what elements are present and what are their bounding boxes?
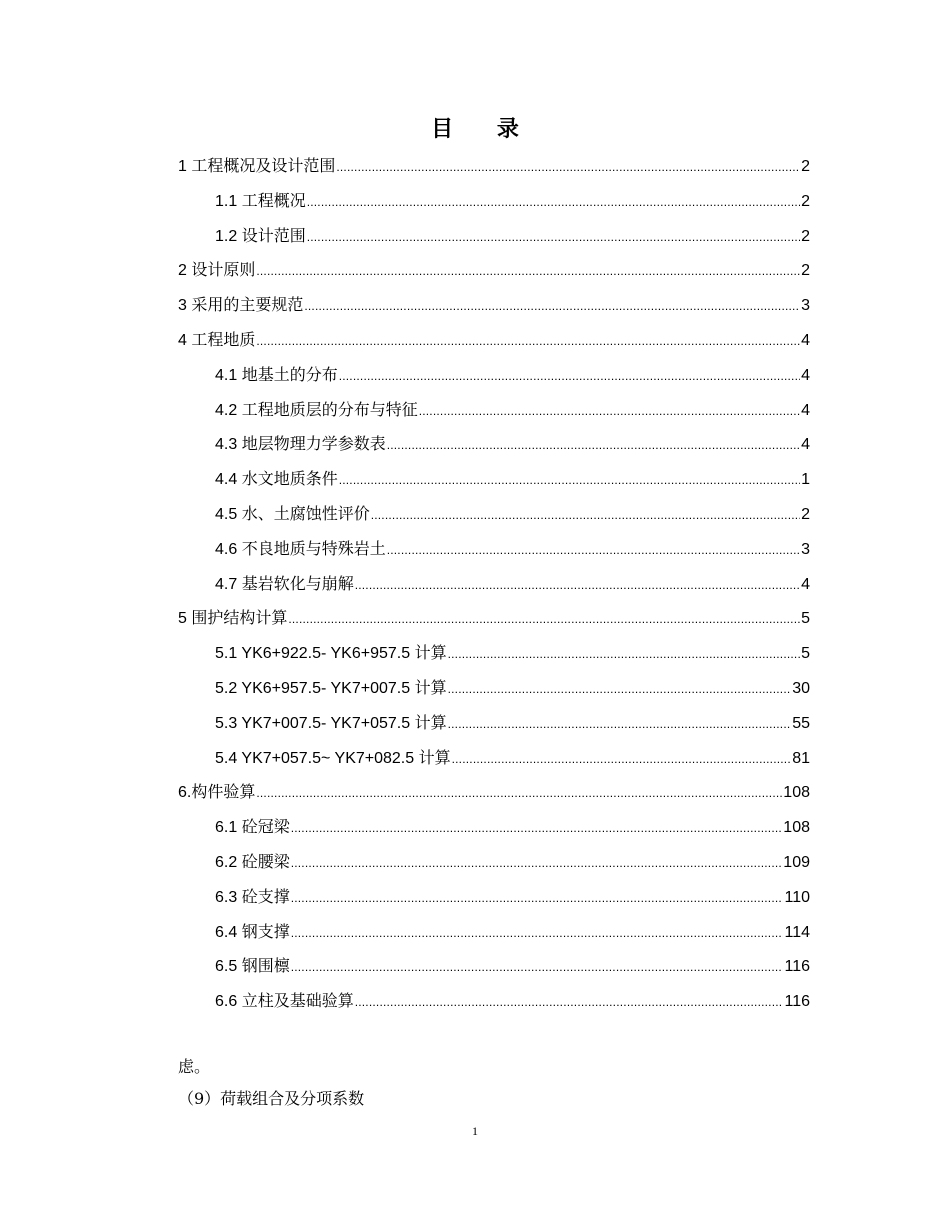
toc-entry-label: 6.6 立柱及基础验算 [215,993,354,1010]
toc-entry[interactable] [215,922,810,944]
toc-entry-label: 1.1 工程概况 [215,193,306,210]
toc-entry-page: 5 [801,610,810,627]
toc-dot-leader [304,295,800,317]
toc-entry-page: 110 [784,889,810,906]
toc-dot-leader [448,643,801,665]
toc-entry-page: 4 [801,576,810,593]
toc-dot-leader [339,365,800,387]
toc-entry-label: 6.3 砼支撑 [215,889,290,906]
toc-entry[interactable] [215,574,810,596]
toc-entry[interactable] [215,226,810,248]
toc-entry-label: 6.2 砼腰梁 [215,854,290,871]
toc-entry[interactable] [215,678,810,700]
toc-entry-label: 2 设计原则 [178,262,256,279]
toc-entry-label: 6.5 钢围檩 [215,958,290,975]
toc-entry-page: 2 [801,506,810,523]
toc-dot-leader [291,956,784,978]
toc-entry-label: 4.4 水文地质条件 [215,471,338,488]
toc-dot-leader [256,782,782,804]
toc-entry[interactable] [178,608,810,630]
toc-entry-label: 3 采用的主要规范 [178,297,304,314]
page-number: 1 [472,1124,478,1138]
toc-entry[interactable] [215,817,810,839]
toc-dot-leader [307,226,800,248]
toc-dot-leader [291,887,784,909]
toc-entry-label: 6.4 钢支撑 [215,924,290,941]
toc-entry-label: 4.1 地基土的分布 [215,367,338,384]
toc-entry-label: 4.3 地层物理力学参数表 [215,436,386,453]
toc-entry-label: 5 围护结构计算 [178,610,288,627]
toc-entry[interactable] [215,504,810,526]
toc-entry-label: 6.构件验算 [178,784,256,801]
toc-entry[interactable] [215,191,810,213]
toc-dot-leader [256,330,800,352]
toc-entry-label: 4.7 基岩软化与崩解 [215,576,354,593]
toc-entry-page: 30 [792,680,810,697]
toc-dot-leader [256,260,800,282]
toc-dot-leader [371,504,800,526]
toc-dot-leader [355,574,800,596]
toc-entry[interactable] [215,991,810,1013]
toc-entry[interactable] [215,469,810,491]
toc-entry-label: 4.5 水、土腐蚀性评价 [215,506,370,523]
toc-entry[interactable] [215,643,810,665]
toc-entry-page: 81 [792,750,810,767]
toc-dot-leader [336,156,800,178]
toc-entry[interactable] [215,956,810,978]
toc-entry-page: 5 [801,645,810,662]
toc-entry-page: 108 [783,784,810,801]
toc-dot-leader [355,991,784,1013]
toc-entry[interactable] [215,852,810,874]
toc-dot-leader [448,713,792,735]
toc-title: 目 录 [431,116,537,142]
toc-entry-page: 114 [784,924,810,941]
toc-dot-leader [307,191,800,213]
toc-entry[interactable] [215,748,810,770]
toc-entry[interactable] [215,365,810,387]
toc-entry[interactable] [178,156,810,178]
toc-entry-page: 3 [801,541,810,558]
toc-entry-page: 55 [792,715,810,732]
toc-dot-leader [339,469,800,491]
toc-entry-label: 1.2 设计范围 [215,228,306,245]
toc-entry-label: 4 工程地质 [178,332,256,349]
toc-entry-label: 5.3 YK7+007.5- YK7+057.5 计算 [215,715,447,732]
toc-entry[interactable] [215,887,810,909]
toc-dot-leader [291,817,783,839]
toc-entry[interactable] [178,782,810,804]
toc-dot-leader [387,434,800,456]
toc-entry[interactable] [215,713,810,735]
toc-entry-page: 2 [801,193,810,210]
section-heading: （9）荷载组合及分项系数 [178,1089,365,1108]
toc-entry-page: 108 [783,819,810,836]
toc-entry-page: 4 [801,402,810,419]
toc-entry-page: 1 [801,471,810,488]
toc-entry-label: 4.2 工程地质层的分布与特征 [215,402,418,419]
toc-entry-label: 5.1 YK6+922.5- YK6+957.5 计算 [215,645,447,662]
toc-entry-page: 116 [784,958,810,975]
toc-entry[interactable] [215,400,810,422]
toc-entry[interactable] [178,295,810,317]
toc-dot-leader [452,748,792,770]
toc-entry-label: 5.4 YK7+057.5~ YK7+082.5 计算 [215,750,451,767]
toc-entry[interactable] [178,260,810,282]
toc-entry-label: 6.1 砼冠梁 [215,819,290,836]
toc-entry[interactable] [178,330,810,352]
toc-entry-page: 2 [801,158,810,175]
toc-entry-page: 4 [801,436,810,453]
toc-entry-page: 2 [801,262,810,279]
toc-dot-leader [291,852,783,874]
toc-dot-leader [419,400,800,422]
toc-entry-label: 1 工程概况及设计范围 [178,158,336,175]
toc-entry-page: 116 [784,993,810,1010]
toc-entry-page: 109 [783,854,810,871]
toc-dot-leader [448,678,792,700]
toc-entry[interactable] [215,539,810,561]
toc-entry[interactable] [215,434,810,456]
toc-entry-page: 3 [801,297,810,314]
toc-dot-leader [288,608,800,630]
toc-entry-page: 4 [801,332,810,349]
toc-dot-leader [387,539,800,561]
toc-entry-page: 4 [801,367,810,384]
toc-entry-label: 4.6 不良地质与特殊岩土 [215,541,386,558]
toc-entry-page: 2 [801,228,810,245]
body-text-line: 虑。 [178,1057,211,1076]
toc-entry-label: 5.2 YK6+957.5- YK7+007.5 计算 [215,680,447,697]
toc-dot-leader [291,922,784,944]
